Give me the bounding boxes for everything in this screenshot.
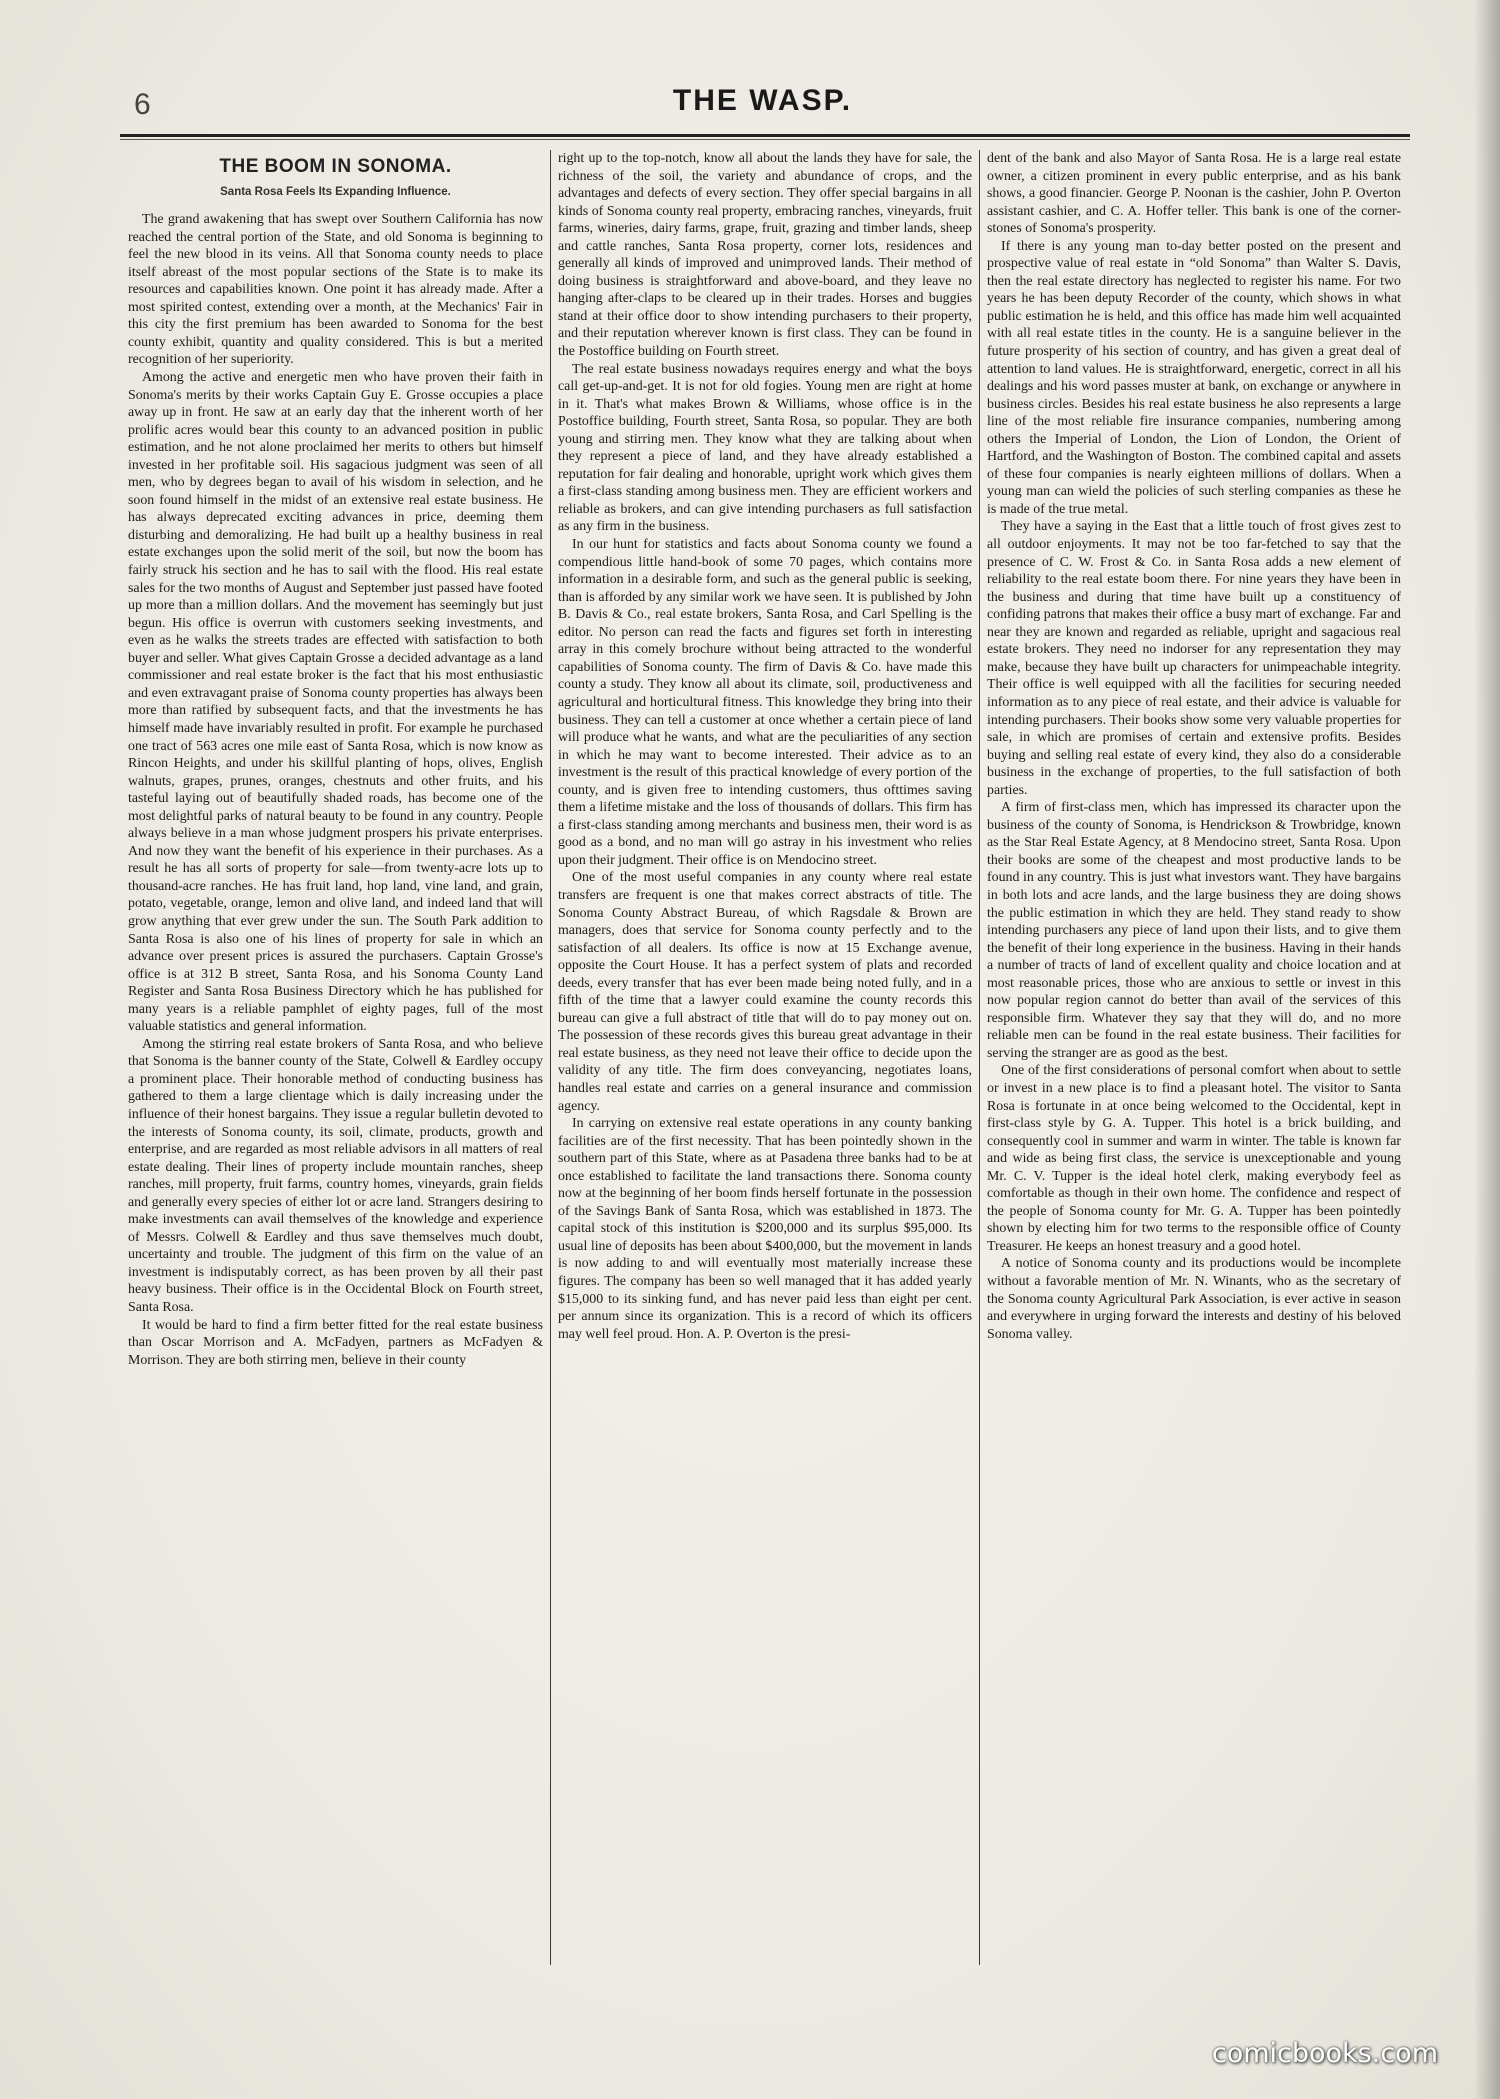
paragraph: In carrying on extensive real estate operations in any county banking facilities are of the first necessity. That has been pointedly shown in the southern part of this State, where as at Pasadena three banks had to be at once established to facilitate the land transactions there. Sonoma county now at the beginning of her boom finds herself fortunate in the possession of the Savings Bank of Santa Rosa, which was established in 1873. The capital stock of this institution is $200,000 and its surplus $95,000. Its usual line of deposits has been about $400,000, but the movement in lands is now adding to and will eventually most materially increase these figures. The company has been so well managed that it has added yearly $15,000 to its sinking fund, and has never paid less than eight per cent. per annum since its organization. This is a record of which its officers may well feel proud. Hon. A. P. Overton is the presi- [558,1116,972,1342]
paragraph: They have a saying in the East that a little touch of frost gives zest to all outdoor enjoyments. It may not be too far-fetched to say that the presence of C. W. Frost & Co. in Santa Rosa adds a new element of reliability to the real estate boom there. For nine years they have been in the business and during that time have built up a constituency of confiding patrons that makes their office a busy mart of exchange. Far and near they are known and regarded as reliable, upright and sagacious real estate brokers. They need no indorser for any representation they may make, because they have built up characters for unimpeachable integrity. Their office is well equipped with all the facilities for securing needed information as to any piece of real estate, and their advice is valuable for intending purchasers. Their books show some very valuable properties for sale, in which are promises of certain and extensive profits. Besides buying and selling real estate of every kind, they also do a considerable business in the exchange of properties, to the full satisfaction of both parties. [987,519,1401,798]
paragraph: right up to the top-notch, know all about the lands they have for sale, the richness of the soil, the variety and abundance of crops, and the advantages and defects of every section. They offer special bargains in all kinds of Sonoma county real property, embracing ranches, vineyards, fruit farms, wineries, dairy farms, grape, fruit, grazing and timber lands, sheep and cattle ranches, Santa Rosa property, corner lots, residences and generally all kinds of improved and unimproved lands. Their method of doing business is straightforward and above-board, and they leave no hanging after-claps to be cleared up in their trades. Horses and buggies stand at their office door to show intending purchasers to their property, and their reputation wherever known is first class. They can be found in the Postoffice building on Fourth street. [558,151,972,360]
paragraph: In our hunt for statistics and facts about Sonoma county we found a compendious little hand-book of some 70 pages, which contains more information in a desirable form, and such as the general public is seeking, than is afforded by any similar work we have seen. It is published by John B. Davis & Co., real estate brokers, Santa Rosa, and Carl Spelling is the editor. No person can read the facts and figures set forth in interesting array in this comely brochure without being attracted to the wonderful capabilities of Sonoma county. The firm of Davis & Co. have made this county a study. They know all about its climate, soil, productiveness and agricultural and horticultural fitness. This knowledge they bring into their business. They can tell a customer at once whether a certain piece of land will produce what he wants, and what are the peculiarities of any section in which he may want to become interested. Their advice as to an investment is the result of this practical knowledge of every portion of the county, and is given free to intending customers, thus ofttimes saving them a lifetime mistake and the loss of thousands of dollars. This firm has a first-class standing among merchants and business men, their word is as good as a bond, and no man will go astray in his investment who relies upon their judgment. Their office is on Mendocino street. [558,537,972,868]
site-watermark: comicbooks.com [1211,2038,1438,2069]
masthead-rule-thin [120,139,1410,140]
article-headline: THE BOOM IN SONOMA. [219,156,452,177]
binding-shadow [1474,0,1500,2099]
article-columns [121,150,1410,1965]
paragraph: dent of the bank and also Mayor of Santa Rosa. He is a large real estate owner, a citizen prominent in every public enterprise, and as his bank shows, a good financier. George P. Noonan is the cashier, John P. Overton assistant cashier, and C. A. Hoffer teller. This bank is one of the corner-stones of Sonoma's prosperity. [987,151,1401,237]
paragraph: Among the stirring real estate brokers of Santa Rosa, and who believe that Sonoma is the banner county of the State, Colwell & Eardley occupy a prominent place. Their honorable method of conducting business has gathered to them a large clientage which is daily increasing under the influence of their honest bargains. They issue a regular bulletin devoted to the interests of Sonoma county, its soil, climate, products, growth and enterprise, and are regarded as most reliable advisors in all matters of real estate dealing. Their lines of property include mountain ranches, sheep ranches, mill property, fruit farms, country homes, vineyards, grain fields and generally every species of either lot or acre land. Strangers desiring to make investments can avail themselves of the knowledge and experience of Messrs. Colwell & Eardley and thus save themselves much doubt, uncertainty and trouble. The judgment of this firm on the value of an investment is indisputably correct, as has been proven by all their past heavy business. Their office is in the Occidental Block on Fourth street, Santa Rosa. [128,1036,543,1315]
paragraph: One of the most useful companies in any county where real estate transfers are frequent is one that makes correct abstracts of title. The Sonoma County Abstract Bureau, of which Ragsdale & Brown are managers, does that service for Sonoma county perfectly and to the satisfaction of all dealers. Its office is now at 15 Exchange avenue, opposite the Court House. It has a perfect system of plats and recorded deeds, every transfer that has ever been made being noted fully, and in a fifth of the time that a lawyer could examine the county records this bureau can give a full abstract of title that will do to pay money out on. The possession of these records gives this bureau great advantage in their real estate business, as they need not leave their office to decide upon the validity of any title. The firm does conveyancing, negotiates loans, handles real estate and carries on a general insurance and commission agency. [558,870,972,1114]
paragraph: It would be hard to find a firm better fitted for the real estate business than Oscar Morrison and A. McFadyen, partners as McFadyen & Morrison. They are both stirring men, believe in their county [128,1317,543,1368]
paragraph: A notice of Sonoma county and its productions would be incomplete without a favorable mention of Mr. N. Winants, who as the secretary of the Sonoma county Agricultural Park Association, is ever active in season and everywhere in urging forward the interests and destiny of his beloved Sonoma valley. [987,1256,1401,1342]
masthead [110,84,1415,130]
paragraph: The real estate business nowadays requires energy and what the boys call get-up-and-get. It is not for old fogies. Young men are right at home in it. That's what makes Brown & Williams, whose office is in the Postoffice building, Fourth street, Santa Rosa, so popular. They are both young and stirring men. They know what they are talking about when they represent a piece of land, and they have already established a reputation for fair dealing and honorable, upright work which gives them a first-class standing among business men. They are efficient workers and reliable as brokers, and can give intending purchasers as full satisfaction as any firm in the business. [558,361,972,535]
paragraph: One of the first considerations of personal comfort when about to settle or invest in a new place is to find a pleasant hotel. The visitor to Santa Rosa is fortunate in at once being welcomed to the Occidental, kept in first-class style by G. A. Tupper. This hotel is a brick building, and consequently cool in summer and warm in winter. The table is known far and wide as being first class, the service is unexceptionable and young Mr. C. V. Tupper is the ideal hotel clerk, making everybody feel as comfortable as though in their own home. The confidence and respect of the people of Sonoma county for Mr. G. A. Tupper has been pointedly shown by electing him for two terms to the responsible office of County Treasurer. He keeps an honest treasury and a good hotel. [987,1063,1401,1254]
article-subheadline: Santa Rosa Feels Its Expanding Influence. [220,185,451,198]
page-number: 6 [134,88,151,121]
paragraph: A firm of first-class men, which has impressed its character upon the business of the county of Sonoma, is Hendrickson & Trowbridge, known as the Star Real Estate Agency, at 8 Mendocino street, Santa Rosa. Upon their books are some of the cheapest and most productive lands to be found in any country. This is just what investors want. They have bargains in both lots and acre lands, and the large business they are doing shows the public estimation in which they are held. They stand ready to show intending purchasers any piece of land upon their lists, and to give them the benefit of their long experience in the business. Having in their hands a number of tracts of land of excellent quality and choice location and at most reasonable prices, those who are anxious to settle or invest in this now popular region cannot do better than avail of the services of this responsible firm. Whatever they say that they will do, and no more reliable men can be found in the real estate business. Their facilities for serving the stranger are as good as the best. [987,800,1401,1061]
paragraph: The grand awakening that has swept over Southern California has now reached the central portion of the State, and old Sonoma is beginning to feel the new blood in its veins. All that Sonoma county needs to place itself abreast of the most popular sections of the State is to make its resources and capabilities known. One point it has already made. After a most spirited contest, extending over a month, at the Mechanics' Fair in this city the first premium has been awarded to Sonoma for the best county exhibit, quantity and quality considered. This is but a merited recognition of her superiority. [128,212,543,368]
column-2 [550,150,979,1965]
newspaper-title: THE WASP. [672,84,853,117]
column-3 [979,150,1408,1965]
masthead-rule [120,134,1410,137]
column-1 [121,150,550,1965]
paragraph: Among the active and energetic men who have proven their faith in Sonoma's merits by their works Captain Guy E. Grosse occupies a place away up in front. He saw at an early day that the inherent worth of her prolific acres would bear this county to an advanced position in public estimation, and he not alone proclaimed her merits to others but himself invested in her profitable soil. His sagacious judgment was seen of all men, who by degrees began to avail of his wisdom in selection, and he soon found himself in the midst of an extensive real estate business. He has always deprecated exciting advances in price, deeming them disturbing and demoralizing. He had built up a healthy business in real estate exchanges upon the solid merit of the soil, but now the boom has fairly struck his section and he has to sail with the flood. His real estate sales for the two months of August and September just passed have footed up more than a million dollars. And the movement has seemingly but just begun. His office is overrun with customers seeking investments, and even as he walks the streets trades are effected with satisfaction to both buyer and seller. What gives Captain Grosse a decided advantage as a land commissioner and real estate broker is the fact that his most enthusiastic and even extravagant praise of Sonoma county properties has always been more than ratified by subsequent facts, and that the investments he has himself made have invariably resulted in profit. For example he purchased one tract of 563 acres one mile east of Santa Rosa, which is now know as Rincon Heights, and under his skillful planting of hops, olives, English walnuts, grapes, prunes, oranges, chestnuts and other fruits, and his tasteful laying out of beautifully shaded roads, has become one of the most delightful parks of natural beauty to be found in any country. People always believe in a man whose judgment prospers his private enterprises. And now they want the benefit of his experience in their purchases. As a result he has all sorts of property for sale—from twenty-acre lots up to thousand-acre ranches. He has fruit land, hop land, vine land, and grain, potato, vegetable, orange, lemon and olive land, and indeed land that will grow anything that ever grew under the sun. The South Park addition to Santa Rosa is also one of his lines of property for sale in which an advance over present prices is assured the purchasers. Captain Grosse's office is at 312 B street, Santa Rosa, and his Sonoma County Land Register and Santa Rosa Business Directory which he has published for many years is a reliable pamphlet of eighty pages, full of the most valuable statistics and general information. [128,370,543,1035]
paragraph: If there is any young man to-day better posted on the present and prospective value of real estate in “old Sonoma” than Walter S. Davis, then the real estate directory has neglected to register his name. For two years he has been deputy Recorder of the county, which shows in what public estimation he is held, and this office has made him well acquainted with all real estate titles in the county. He is a sanguine believer in the future prosperity of his section of country, and has given a great deal of attention to land values. He is straightforward, energetic, correct in all his dealings and his word passes muster at bank, on exchange or anywhere in business circles. Besides his real estate business he also represents a large line of the most reliable fire insurance companies, numbering among others the Imperial of London, the Lion of London, the Orient of Hartford, and the Washington of Boston. The combined capital and assets of these four companies is nearly eighteen millions of dollars. When a young man can wield the policies of such sterling companies as these he is made of the true metal. [987,238,1401,517]
